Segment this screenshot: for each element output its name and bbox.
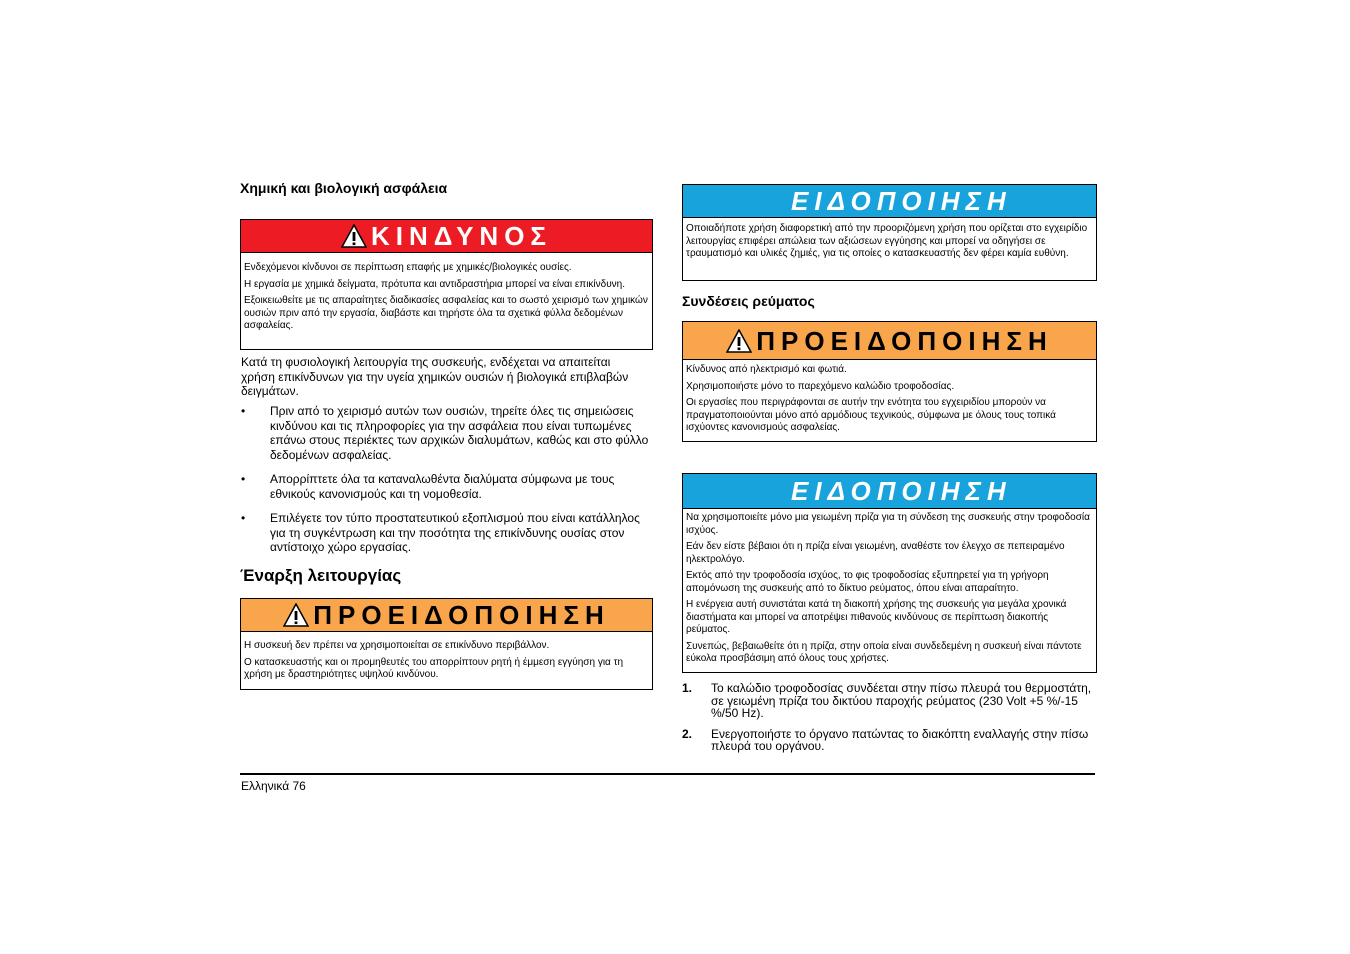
danger-box (240, 219, 653, 350)
bullet-marker: • (241, 472, 246, 486)
notice-title: ΕΙΔΟΠΟΙΗΣΗ (791, 186, 1012, 216)
notice-line: Η ενέργεια αυτή συνιστάται κατά τη διακοπή χρήσης της συσκευής για μεγάλα χρονικά διαστήματα και μπορεί να αποτρέψει πιθανούς κινδύνους σε περίπτωση διακοπής ρεύματος. (686, 599, 1067, 635)
notice-box-1 (682, 184, 1097, 281)
warning-box-left (240, 598, 653, 690)
warning-line: Ο κατασκευαστής και οι προμηθευτές του απορρίπτουν ρητή ή έμμεση εγγύηση για τη χρήση με δραστηριότητες υψηλού κινδύνου. (244, 656, 624, 680)
bullet-marker: • (241, 511, 246, 525)
danger-line: Ενδεχόμενοι κίνδυνοι σε περίπτωση επαφής με χημικές/βιολογικές ουσίες. (244, 262, 572, 273)
list-item (241, 404, 653, 462)
power-connections-heading: Συνδέσεις ρεύματος (682, 293, 815, 309)
notice-box-2 (682, 473, 1097, 673)
warning-line: Κίνδυνος από ηλεκτρισμό και φωτιά. (686, 364, 847, 375)
safety-bullet-list (241, 404, 653, 565)
step-number: 2. (682, 726, 693, 741)
danger-title: ΚΙΝΔΥΝΟΣ (370, 221, 553, 251)
step-item (682, 728, 1092, 753)
footer-page-label (241, 779, 306, 793)
bullet-text: Απορρίπτετε όλα τα καταναλωθέντα διαλύματα σύμφωνα με τους εθνικούς κανονισμούς και τη νομοθεσία. (270, 472, 615, 501)
warning-line: Η συσκευή δεν πρέπει να χρησιμοποιείται σε επικίνδυνο περιβάλλον. (244, 640, 550, 651)
bullet-marker: • (241, 404, 246, 418)
notice-line: Εκτός από την τροφοδοσία ισχύος, το φις τροφοδοσίας εξυπηρετεί για τη γρήγορη απομόνωση της συσκευής από το δίκτυο ρεύματος, όπου είναι απαραίτητο. (686, 570, 1049, 594)
bullet-text: Πριν από το χειρισμό αυτών των ουσιών, τηρείτε όλες τις σημειώσεις κινδύνου και τις πληροφορίες για την ασφάλεια που είναι τυπωμένες επάνω στους περιέκτες των αρχικών διαλυμάτων, καθώς και στο φύλλο δεδομένων ασφαλείας. (270, 404, 649, 462)
step-number: 1. (682, 681, 693, 695)
notice-line: Συνεπώς, βεβαιωθείτε ότι η πρίζα, στην οποία είναι συνδεδεμένη η συσκευή είναι πάντοτε εύκολα προσβάσιμη από όλους τους χρήστες. (686, 640, 1082, 664)
notice-header (683, 474, 1096, 509)
footer-rule (240, 773, 1095, 775)
list-item (241, 511, 653, 555)
warning-triangle-icon (283, 603, 309, 627)
step-item (682, 682, 1092, 720)
step-text: Ενεργοποιήστε το όργανο πατώντας το διακόπτη εναλλαγής στην πίσω πλευρά του οργάνου. (711, 726, 1089, 753)
warning-line: Οι εργασίες που περιγράφονται σε αυτήν την ενότητα του εγχειριδίου μπορούν να πραγματοποιούνται μόνο από αρμόδιους τεχνικούς, σύμφωνα με όλους τους τοπικά ισχύοντες κανονισμούς ασφαλείας. (686, 397, 1056, 433)
danger-header (241, 220, 652, 253)
step-text: Το καλώδιο τροφοδοσίας συνδέεται στην πίσω πλευρά του θερμοστάτη, σε γειωμένη πρίζα του δικτύου παροχής ρεύματος (230 Volt +5 %/-15 %/50 Hz). (711, 681, 1092, 720)
bullet-text: Επιλέγετε τον τύπο προστατευτικού εξοπλισμού που είναι κατάλληλος για τη συγκέντρωση και την ποσότητα της επικίνδυνης ουσίας στον αντίστοιχο χώρο εργασίας. (270, 511, 640, 554)
notice-line: Οποιαδήποτε χρήση διαφορετική από την προοριζόμενη χρήση που ορίζεται στο εγχειρίδιο λειτουργίας επιφέρει απώλεια των αξιώσεων εγγύησης και μπορεί να οδηγήσει σε τραυματισμό και υλικές ζημιές, για τις οποίες ο κατασκευαστής δεν φέρει καμία ευθύνη. (686, 223, 1088, 259)
notice-line: Εάν δεν είστε βέβαιοι ότι η πρίζα είναι γειωμένη, αναθέστε τον έλεγχο σε πεπειραμένο ηλεκτρολόγο. (686, 541, 1065, 565)
warning-box-right (682, 321, 1097, 442)
warning-triangle-icon (726, 329, 752, 353)
steps-list (682, 682, 1092, 761)
notice-title: ΕΙΔΟΠΟΙΗΣΗ (791, 476, 1012, 506)
warning-header (683, 322, 1096, 360)
warning-triangle-icon (341, 224, 367, 248)
danger-line: Η εργασία με χημικά δείγματα, πρότυπα και αντιδραστήρια μπορεί να είναι επικίνδυνη. (244, 278, 626, 290)
danger-line: Εξοικειωθείτε με τις απαραίτητες διαδικασίες ασφαλείας και το σωστό χειρισμό των χημικών ουσιών πριν από την εργασία, διαβάστε και τηρήστε όλα τα σχετικά φύλλα δεδομένων ασφαλείας. (244, 295, 648, 331)
chemical-safety-heading: Χημική και βιολογική ασφάλεια (240, 180, 448, 196)
footer-text: Ελληνικά 76 (241, 779, 306, 793)
warning-title: ΠΡΟΕΙΔΟΠΟΙΗΣΗ (313, 600, 610, 630)
intro-paragraph: Κατά τη φυσιολογική λειτουργία της συσκευής, ενδέχεται να απαιτείται χρήση επικίνδυνων για την υγεία χημικών ουσιών ή βιολογικά επιβλαβών δειγμάτων. (241, 355, 629, 398)
startup-heading: Έναρξη λειτουργίας (240, 566, 402, 585)
warning-header (241, 599, 652, 632)
warning-title: ΠΡΟΕΙΔΟΠΟΙΗΣΗ (756, 325, 1053, 356)
warning-line: Χρησιμοποιήστε μόνο το παρεχόμενο καλώδιο τροφοδοσίας. (686, 380, 955, 392)
notice-header (683, 185, 1096, 218)
notice-line: Να χρησιμοποιείτε μόνο μια γειωμένη πρίζα για τη σύνδεση της συσκευής στην τροφοδοσία ισχύος. (686, 512, 1090, 536)
list-item (241, 472, 653, 501)
